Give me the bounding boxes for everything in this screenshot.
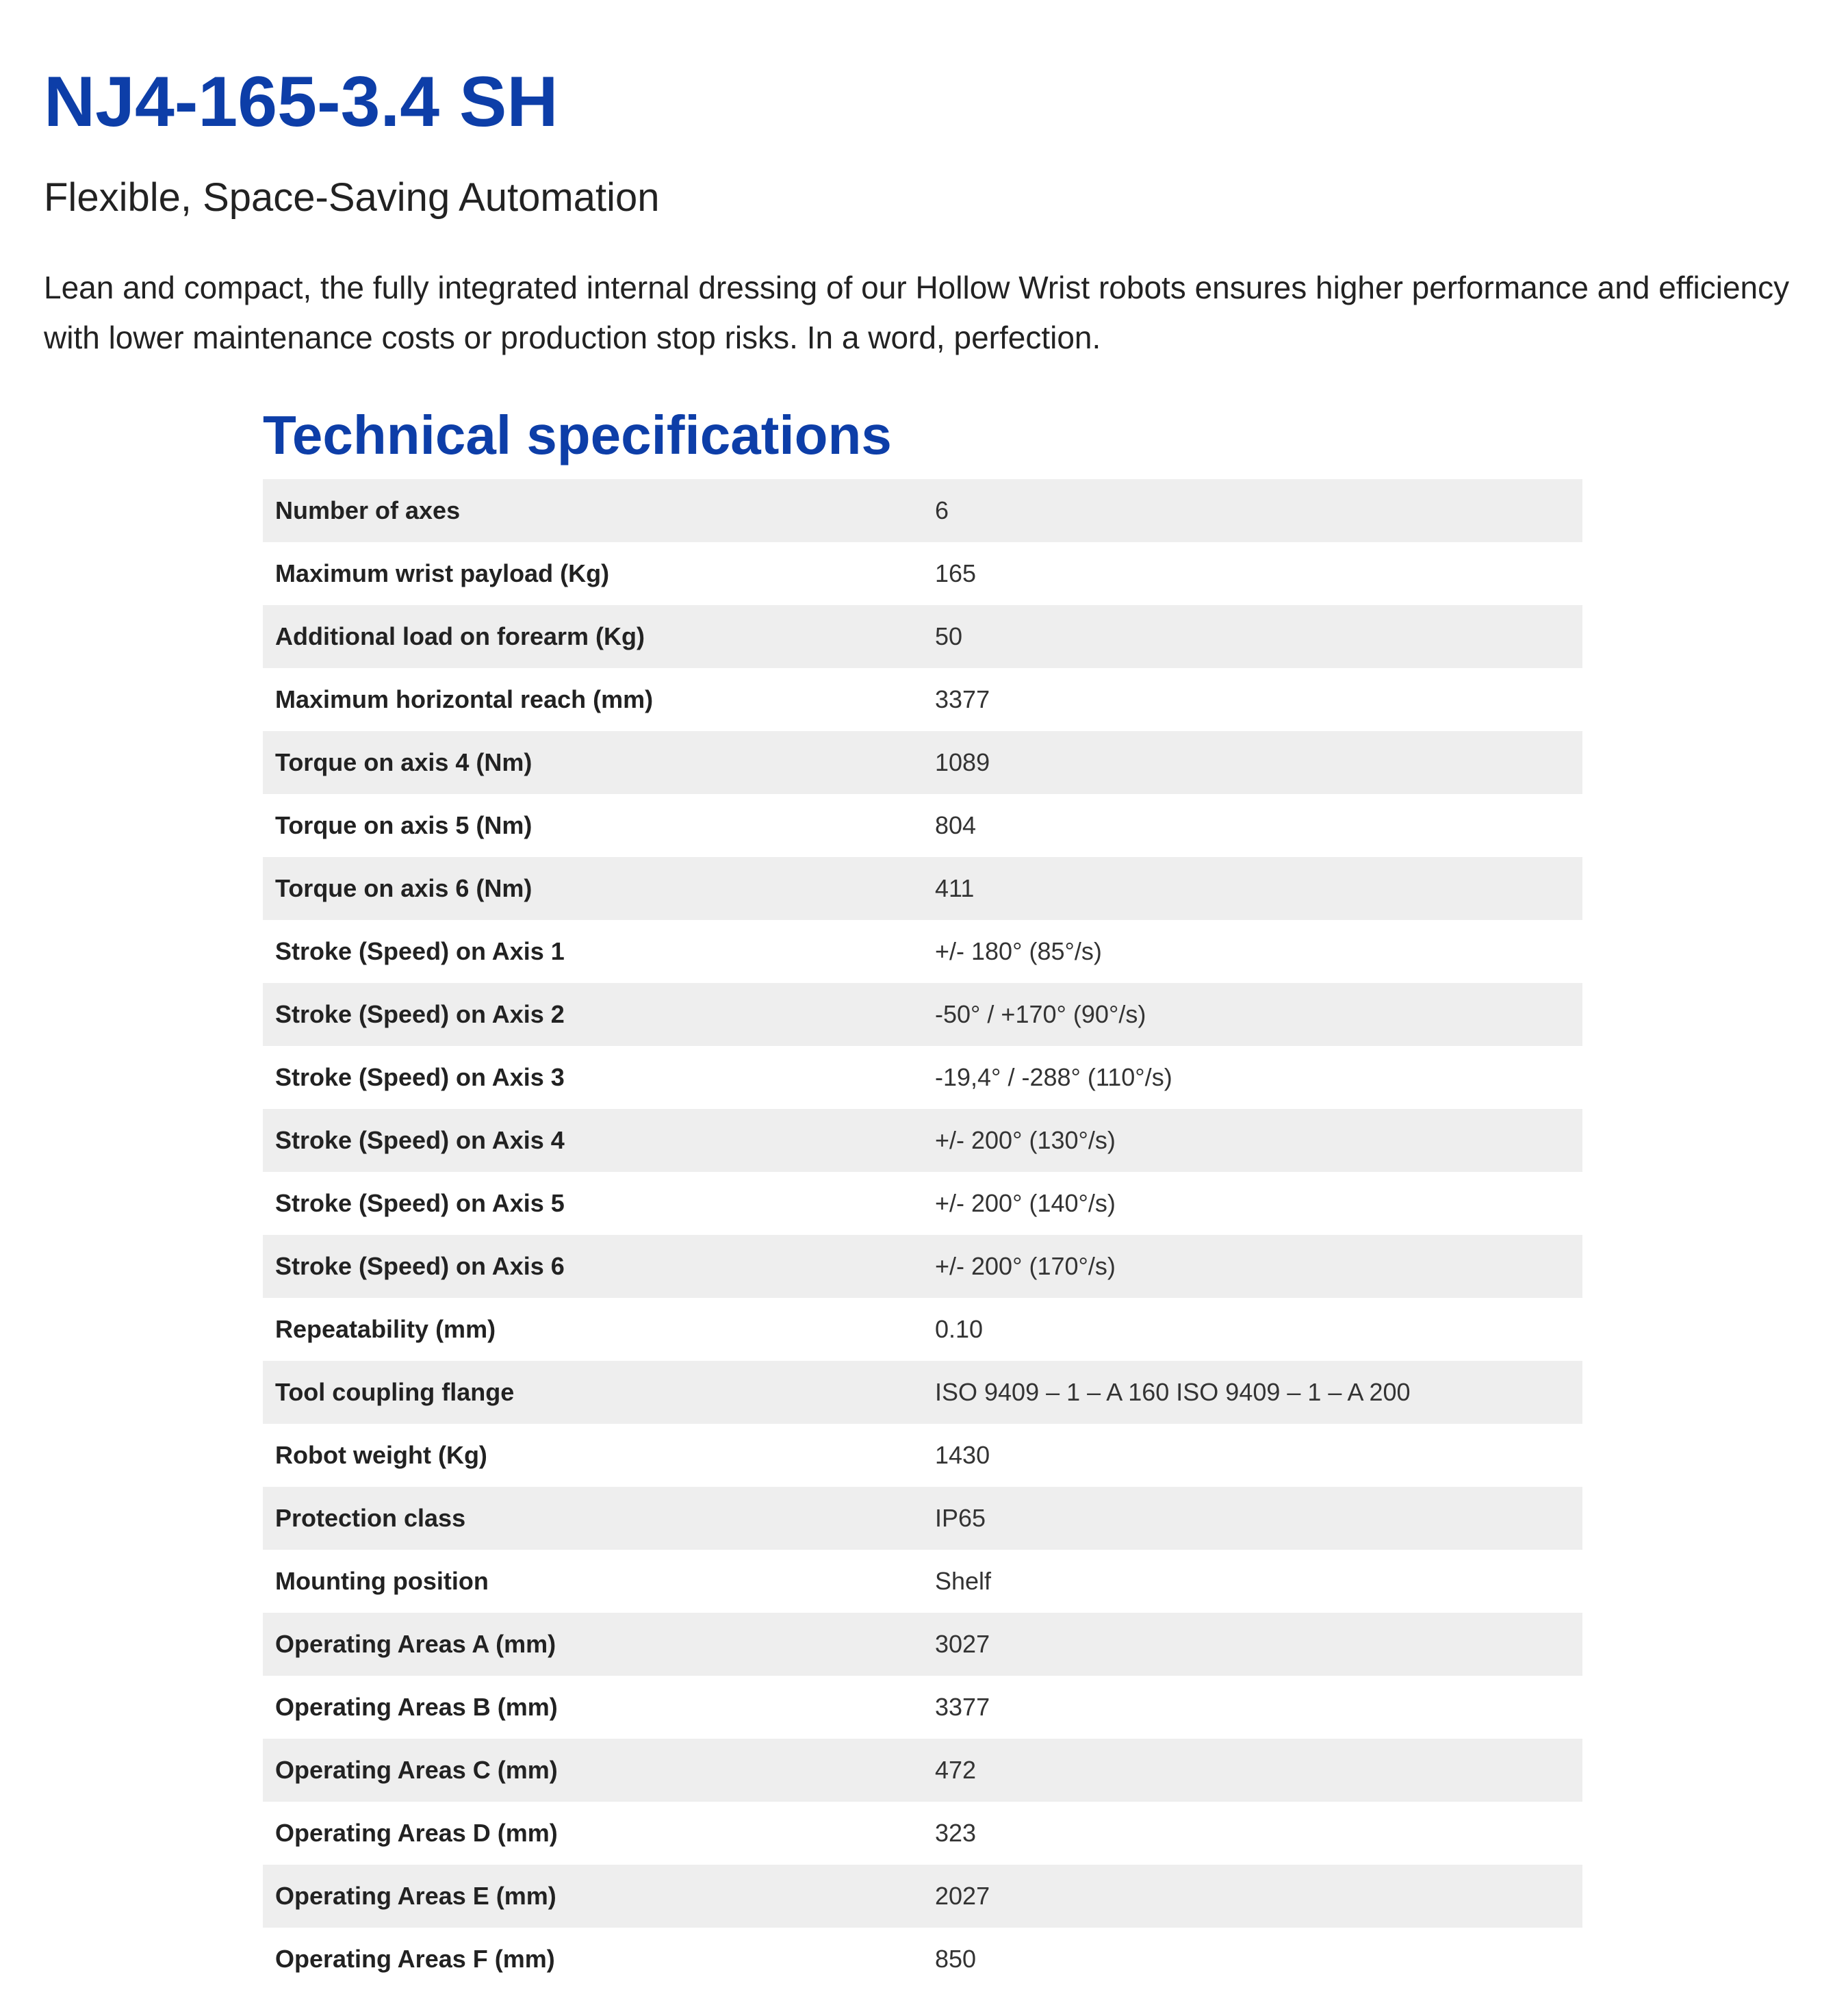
spec-label: Maximum horizontal reach (mm) — [275, 685, 654, 713]
spec-label: Operating Areas C (mm) — [275, 1756, 558, 1784]
spec-value: -50° / +170° (90°/s) — [935, 1000, 1146, 1028]
product-description: Lean and compact, the fully integrated internal dressing of our Hollow Wrist robots ensures higher performance and efficiency with lower maintenance costs or production stop risks. In a word, perfection. — [44, 270, 1790, 355]
spec-value: 3377 — [935, 685, 990, 713]
spec-row-torque-axis-6 — [263, 857, 1582, 920]
spec-row-repeatability — [263, 1298, 1582, 1361]
spec-label: Stroke (Speed) on Axis 6 — [275, 1252, 565, 1280]
spec-label: Torque on axis 5 (Nm) — [275, 811, 532, 839]
spec-value: 6 — [935, 496, 949, 524]
spec-label: Torque on axis 4 (Nm) — [275, 748, 532, 776]
spec-row-number-of-axes — [263, 479, 1582, 542]
specs-heading: Technical specifications — [263, 405, 892, 465]
spec-row-operating-area-d — [263, 1802, 1582, 1865]
spec-value: +/- 200° (140°/s) — [935, 1189, 1116, 1217]
spec-value: +/- 200° (170°/s) — [935, 1252, 1116, 1280]
spec-label: Operating Areas E (mm) — [275, 1882, 556, 1910]
spec-label: Tool coupling flange — [275, 1378, 515, 1406]
spec-value: 472 — [935, 1756, 977, 1784]
spec-label: Stroke (Speed) on Axis 3 — [275, 1063, 565, 1091]
spec-row-torque-axis-5 — [263, 794, 1582, 857]
spec-row-operating-area-c — [263, 1739, 1582, 1802]
spec-label: Protection class — [275, 1504, 466, 1532]
spec-row-torque-axis-4 — [263, 731, 1582, 794]
spec-value: 50 — [935, 622, 963, 650]
spec-value: 804 — [935, 811, 977, 839]
spec-label: Torque on axis 6 (Nm) — [275, 874, 532, 902]
spec-value: +/- 180° (85°/s) — [935, 937, 1102, 965]
spec-label: Repeatability (mm) — [275, 1315, 496, 1343]
spec-row-mounting-position — [263, 1550, 1582, 1613]
spec-label: Operating Areas F (mm) — [275, 1945, 555, 1973]
product-title: NJ4-165-3.4 SH — [44, 62, 559, 142]
spec-label: Stroke (Speed) on Axis 1 — [275, 937, 565, 965]
spec-value: +/- 200° (130°/s) — [935, 1126, 1116, 1154]
spec-row-stroke-axis-1 — [263, 920, 1582, 983]
specs-table — [263, 479, 1582, 1991]
specs-table-body — [263, 479, 1582, 1991]
spec-row-operating-area-b — [263, 1676, 1582, 1739]
spec-row-stroke-axis-2 — [263, 983, 1582, 1046]
spec-label: Stroke (Speed) on Axis 4 — [275, 1126, 565, 1154]
spec-row-tool-coupling-flange — [263, 1361, 1582, 1424]
spec-row-stroke-axis-6 — [263, 1235, 1582, 1298]
spec-value: IP65 — [935, 1504, 986, 1532]
spec-row-protection-class — [263, 1487, 1582, 1550]
spec-row-operating-area-e — [263, 1865, 1582, 1928]
spec-value: ISO 9409 – 1 – A 160 ISO 9409 – 1 – A 200 — [935, 1378, 1411, 1406]
spec-label: Additional load on forearm (Kg) — [275, 622, 645, 650]
spec-value: -19,4° / -288° (110°/s) — [935, 1063, 1172, 1091]
spec-label: Stroke (Speed) on Axis 5 — [275, 1189, 565, 1217]
spec-value: 3377 — [935, 1693, 990, 1721]
spec-label: Stroke (Speed) on Axis 2 — [275, 1000, 565, 1028]
spec-label: Maximum wrist payload (Kg) — [275, 559, 610, 587]
spec-row-stroke-axis-4 — [263, 1109, 1582, 1172]
spec-row-stroke-axis-3 — [263, 1046, 1582, 1109]
spec-label: Operating Areas B (mm) — [275, 1693, 558, 1721]
spec-value: 2027 — [935, 1882, 990, 1910]
spec-label: Number of axes — [275, 496, 461, 524]
spec-value: 3027 — [935, 1630, 990, 1658]
spec-value: 323 — [935, 1819, 977, 1847]
spec-row-operating-area-a — [263, 1613, 1582, 1676]
spec-row-stroke-axis-5 — [263, 1172, 1582, 1235]
spec-value: 850 — [935, 1945, 977, 1973]
spec-value: 1430 — [935, 1441, 990, 1469]
spec-row-max-wrist-payload — [263, 542, 1582, 605]
spec-row-robot-weight — [263, 1424, 1582, 1487]
product-subtitle: Flexible, Space-Saving Automation — [44, 175, 660, 220]
spec-label: Operating Areas A (mm) — [275, 1630, 556, 1658]
spec-value: 411 — [935, 874, 975, 902]
spec-label: Robot weight (Kg) — [275, 1441, 487, 1469]
spec-row-max-horizontal-reach — [263, 668, 1582, 731]
spec-row-operating-area-f — [263, 1928, 1582, 1991]
spec-label: Mounting position — [275, 1567, 489, 1595]
spec-value: 165 — [935, 559, 977, 587]
spec-value: Shelf — [935, 1567, 992, 1595]
spec-row-additional-load-forearm — [263, 605, 1582, 668]
spec-label: Operating Areas D (mm) — [275, 1819, 558, 1847]
spec-value: 1089 — [935, 748, 990, 776]
spec-value: 0.10 — [935, 1315, 984, 1343]
